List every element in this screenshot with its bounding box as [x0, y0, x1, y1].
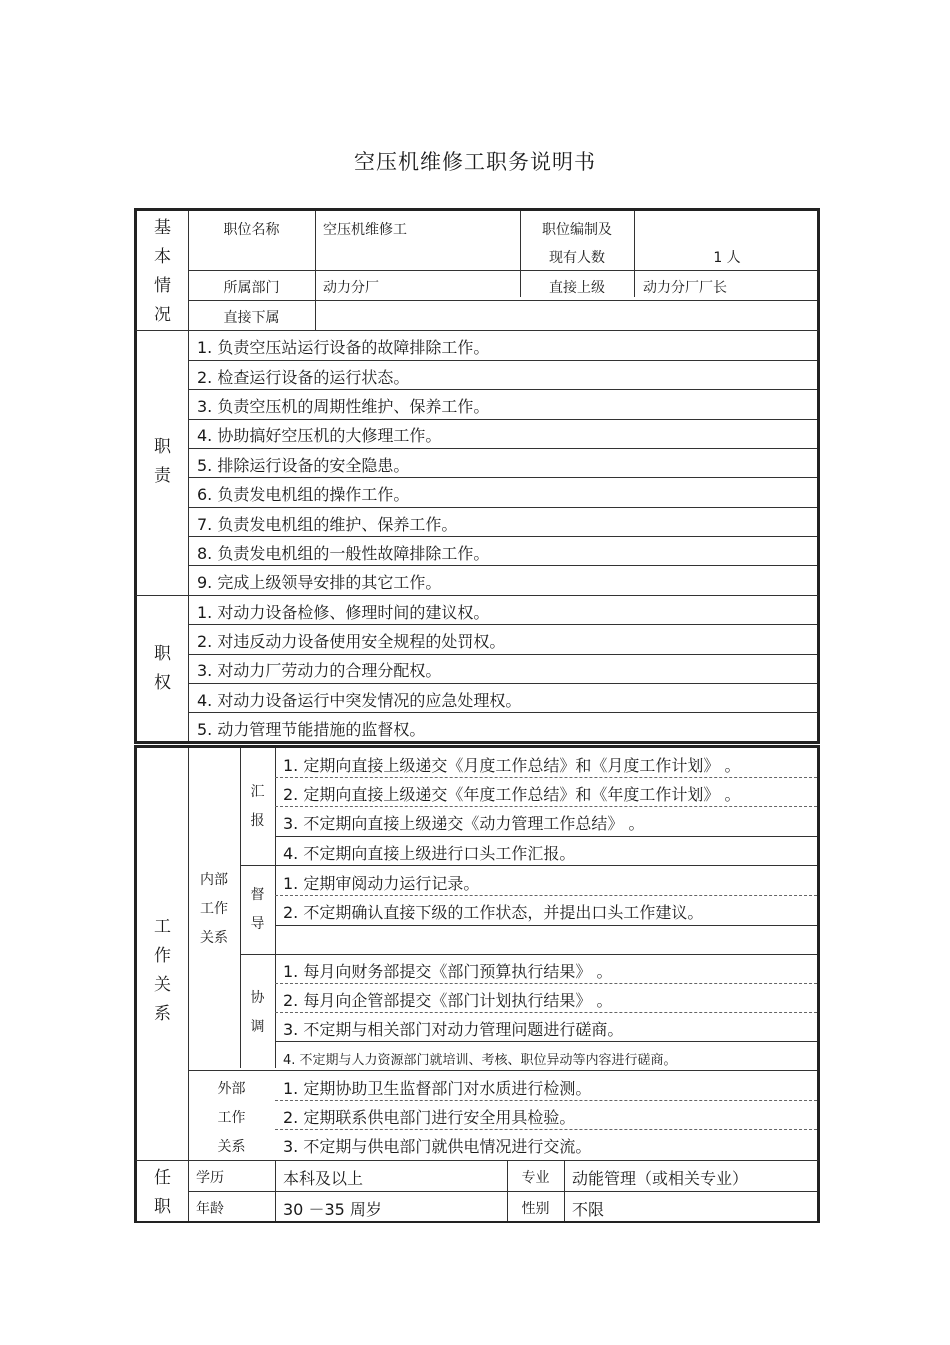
age-value: 30 －35 周岁 [283, 1200, 382, 1219]
internal-label-line: 内部 [200, 872, 228, 888]
report-label-text: 汇报 [250, 784, 265, 829]
report-item: 3. 不定期向直接上级递交《动力管理工作总结》 。 [283, 814, 645, 833]
supervise-item: 2. 不定期确认直接下级的工作状态，并提出口头工作建议。 [283, 903, 704, 922]
major-value: 动能管理（或相关专业） [572, 1169, 749, 1188]
page-title: 空压机维修工职务说明书 [354, 150, 596, 174]
basic-side-text: 基本情况 [154, 218, 171, 325]
external-label-line: 外部 [217, 1081, 246, 1097]
qualification-side-text: 任职 [154, 1168, 171, 1217]
external-item: 1. 定期协助卫生监督部门对水质进行检测。 [283, 1079, 592, 1098]
duty-item: 4. 协助搞好空压机的大修理工作。 [197, 426, 442, 445]
position-name-label: 职位名称 [223, 222, 280, 238]
supervise-item: 1. 定期审阅动力运行记录。 [283, 874, 480, 893]
authority-side-text: 职权 [154, 644, 171, 693]
internal-label-line: 工作 [200, 901, 228, 917]
coordinate-item: 3. 不定期与相关部门对动力管理问题进行磋商。 [283, 1020, 624, 1039]
qualification-section [134, 1160, 820, 1223]
subordinate-label: 直接下属 [223, 310, 280, 326]
duty-item: 1. 负责空压站运行设备的故障排除工作。 [197, 338, 490, 357]
coordinate-item: 4. 不定期与人力资源部门就培训、考核、职位异动等内容进行磋商。 [283, 1053, 677, 1068]
basic-info-section [134, 208, 820, 330]
authority-item: 1. 对动力设备检修、修理时间的建议权。 [197, 603, 490, 622]
education-value: 本科及以上 [283, 1169, 364, 1188]
external-label [188, 1075, 275, 1162]
relations-side-text: 工作关系 [154, 917, 171, 1024]
duty-item: 9. 完成上级领导安排的其它工作。 [197, 573, 442, 592]
coordinate-item: 1. 每月向财务部提交《部门预算执行结果》 。 [283, 962, 613, 981]
external-label-line: 工作 [217, 1110, 246, 1126]
education-label: 学历 [196, 1170, 224, 1186]
duty-item: 5. 排除运行设备的安全隐患。 [197, 456, 410, 475]
internal-label-line: 关系 [200, 930, 228, 946]
age-label: 年龄 [196, 1201, 224, 1217]
quota-label-line2: 现有人数 [549, 250, 605, 266]
coordinate-label [240, 984, 275, 1042]
supervise-label-text: 督导 [250, 887, 265, 932]
duty-item: 8. 负责发电机组的一般性故障排除工作。 [197, 544, 490, 563]
duties-side-text: 职责 [154, 437, 171, 486]
external-item: 2. 定期联系供电部门进行安全用具检验。 [283, 1108, 576, 1127]
basic-side-label [137, 214, 188, 330]
department-label: 所属部门 [223, 280, 280, 296]
authority-side-label [137, 640, 188, 698]
supervise-label [240, 881, 275, 939]
coordinate-item: 2. 每月向企管部提交《部门计划执行结果》 。 [283, 991, 613, 1010]
qualification-side-label [137, 1164, 188, 1222]
duty-item: 3. 负责空压机的周期性维护、保养工作。 [197, 397, 490, 416]
report-item: 1. 定期向直接上级递交《月度工作总结》和《月度工作计划》 。 [283, 756, 741, 775]
duty-item: 6. 负责发电机组的操作工作。 [197, 485, 410, 504]
duty-item: 2. 检查运行设备的运行状态。 [197, 368, 410, 387]
authority-item: 3. 对动力厂劳动力的合理分配权。 [197, 661, 442, 680]
authority-item: 5. 动力管理节能措施的监督权。 [197, 720, 426, 739]
superior-label: 直接上级 [549, 280, 605, 296]
superior-value: 动力分厂厂长 [643, 280, 727, 296]
relations-side-label [137, 913, 188, 1029]
major-label: 专业 [521, 1170, 550, 1186]
gender-label: 性别 [521, 1201, 550, 1217]
position-name-value: 空压机维修工 [323, 222, 407, 238]
relations-section [134, 745, 820, 1160]
authority-section [134, 595, 820, 744]
external-label-line: 关系 [217, 1139, 246, 1155]
authority-item: 4. 对动力设备运行中突发情况的应急处理权。 [197, 691, 522, 710]
report-item: 4. 不定期向直接上级进行口头工作汇报。 [283, 844, 576, 863]
external-item: 3. 不定期与供电部门就供电情况进行交流。 [283, 1137, 592, 1156]
internal-label [188, 866, 240, 953]
coordinate-label-text: 协调 [250, 990, 265, 1035]
duties-section [134, 330, 820, 595]
department-value: 动力分厂 [323, 280, 379, 296]
authority-item: 2. 对违反动力设备使用安全规程的处罚权。 [197, 632, 506, 651]
duty-item: 7. 负责发电机组的维护、保养工作。 [197, 515, 458, 534]
quota-label-line1: 职位编制及 [542, 222, 612, 238]
gender-value: 不限 [572, 1200, 605, 1219]
report-label [240, 778, 275, 836]
quota-value: 1 人 [713, 250, 741, 266]
report-item: 2. 定期向直接上级递交《年度工作总结》和《年度工作计划》 。 [283, 785, 741, 804]
duties-side-label [137, 433, 188, 491]
